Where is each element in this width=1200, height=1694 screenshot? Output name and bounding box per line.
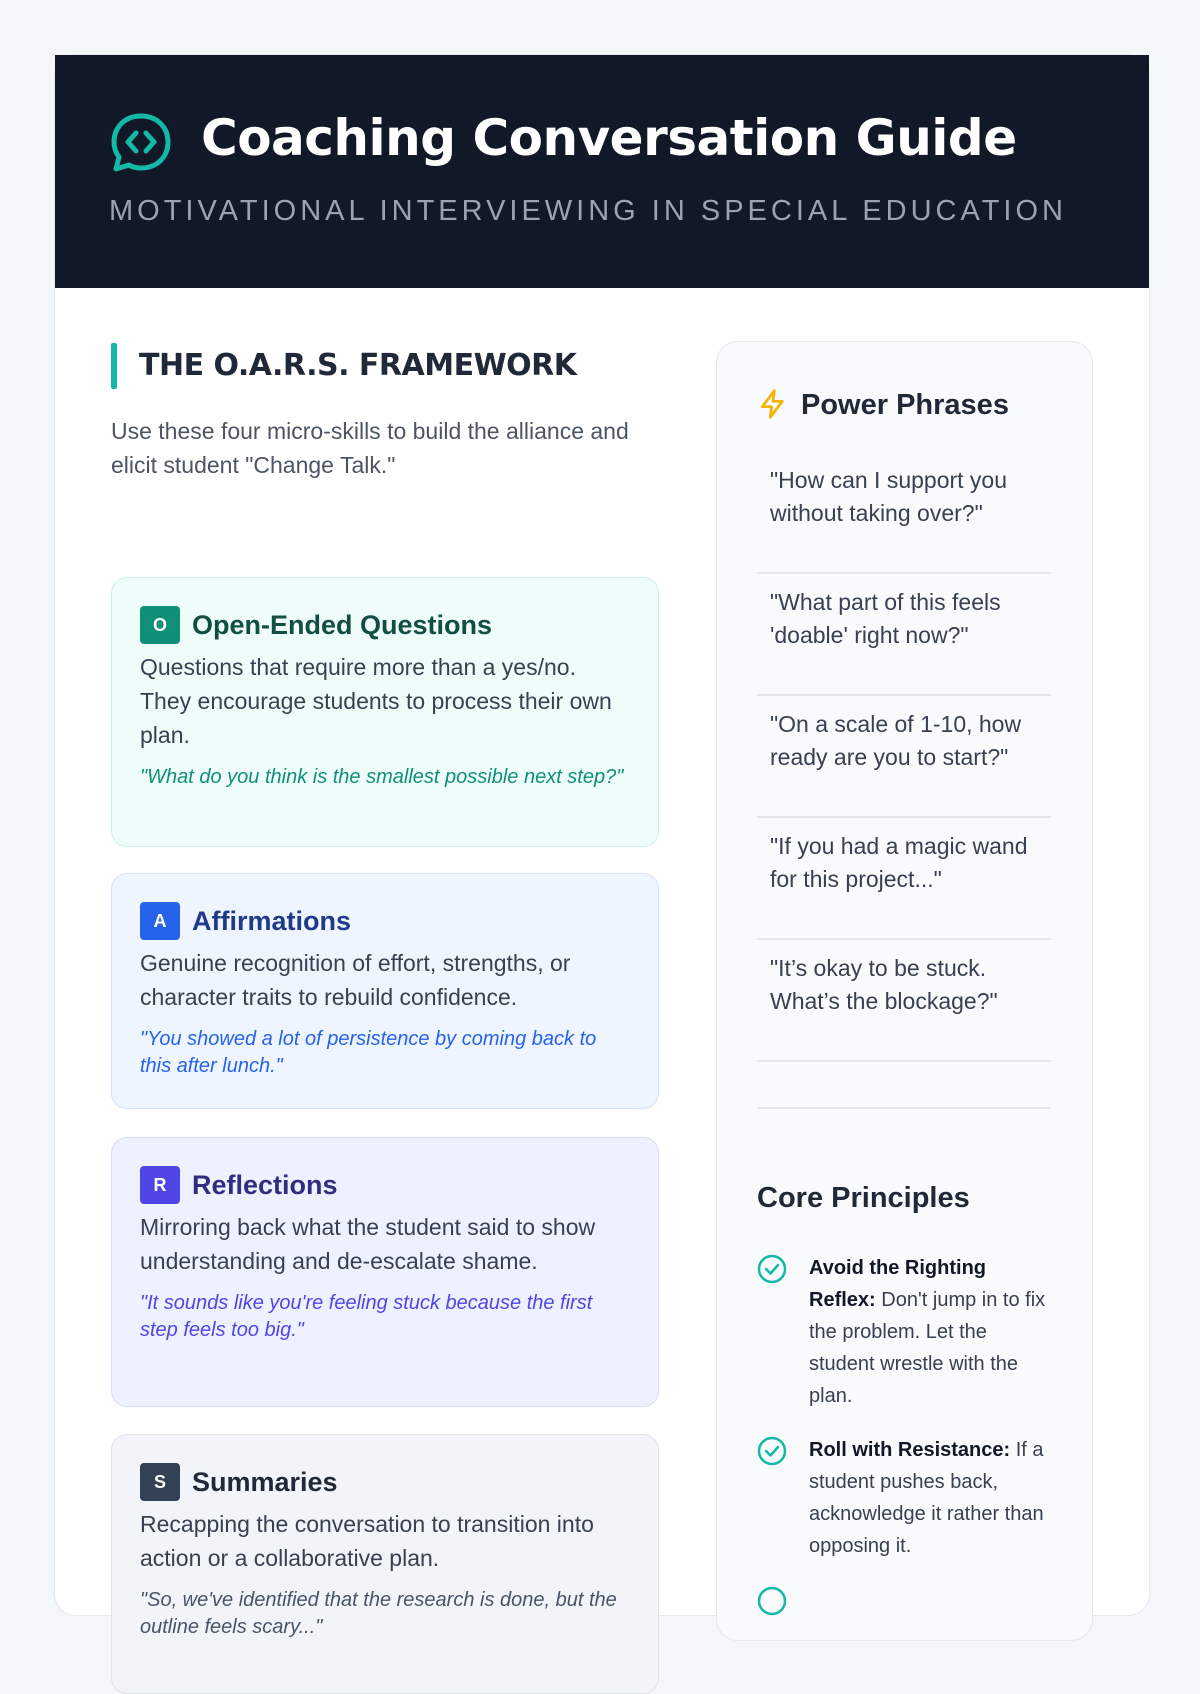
page-subtitle: MOTIVATIONAL INTERVIEWING IN SPECIAL EDUCATION (109, 195, 1067, 227)
principle-text: If a student pushes back, acknowledge it rather than opposing it. (809, 1439, 1044, 1557)
power-phrases-list (757, 452, 1051, 1062)
power-phrases-label: Power Phrases (801, 389, 1009, 421)
framework-intro: Use these four micro-skills to build the alliance and elicit student "Change Talk." (111, 418, 629, 478)
phrase-item: "It’s okay to be stuck. What’s the blockage?" (757, 940, 1051, 1062)
principle-heading: Roll with Resistance: (809, 1439, 1011, 1461)
oars-name: Open-Ended Questions (192, 609, 493, 640)
oars-description: Questions that require more than a yes/no. They encourage students to process their own plan. (140, 654, 612, 748)
power-phrases-title (757, 385, 1009, 425)
phrase-item: "If you had a magic wand for this project..." (757, 818, 1051, 940)
badge-r: R (140, 1166, 180, 1204)
principle-item (757, 1434, 1057, 1562)
phrase-item: "On a scale of 1-10, how ready are you to start?" (757, 696, 1051, 818)
principle-text: Don't jump in to fix the problem. Let the student wrestle with the plan. (809, 1289, 1046, 1407)
badge-a: A (140, 902, 180, 940)
oars-example: "So, we've identified that the research is done, but the outline feels scary..." (140, 1589, 617, 1638)
oars-name: Affirmations (192, 905, 352, 936)
principles-list (757, 1252, 1057, 1584)
oars-description: Recapping the conversation to transition into action or a collaborative plan. (140, 1511, 594, 1571)
header (55, 55, 1149, 288)
oars-example: "What do you think is the smallest possible next step?" (140, 766, 624, 788)
check-circle-icon (757, 1586, 787, 1616)
check-circle-icon (757, 1436, 787, 1466)
oars-name: Reflections (192, 1169, 338, 1200)
oars-card-reflections (111, 1137, 659, 1407)
phrase-item: "What part of this feels 'doable' right now?" (757, 574, 1051, 696)
oars-name: Summaries (192, 1466, 338, 1497)
phrase-item: "How can I support you without taking over?" (757, 452, 1051, 574)
principle-item (757, 1252, 1057, 1412)
oars-example: "It sounds like you're feeling stuck because the first step feels too big." (140, 1292, 593, 1341)
chat-code-icon (110, 112, 172, 174)
badge-o: O (140, 606, 180, 644)
oars-description: Mirroring back what the student said to show understanding and de-escalate shame. (140, 1214, 596, 1274)
oars-example: "You showed a lot of persistence by coming back to this after lunch." (140, 1028, 597, 1077)
badge-s: S (140, 1463, 180, 1501)
sidebar-panel (716, 341, 1093, 1641)
core-principles-title: Core Principles (757, 1182, 970, 1214)
oars-description: Genuine recognition of effort, strengths, or character traits to rebuild confidence. (140, 950, 571, 1010)
page-title: Coaching Conversation Guide (201, 109, 1017, 167)
framework-title: THE O.A.R.S. FRAMEWORK (111, 342, 661, 390)
section-divider (757, 1107, 1051, 1109)
principle-heading: Avoid the Righting Reflex: (809, 1257, 987, 1311)
guide-card (54, 54, 1150, 1638)
lightning-icon (757, 388, 789, 420)
oars-card-open-ended (111, 577, 659, 847)
oars-card-affirmations (111, 873, 659, 1109)
check-circle-icon (757, 1254, 787, 1284)
framework-section (111, 342, 661, 1638)
oars-card-summaries (111, 1434, 659, 1694)
